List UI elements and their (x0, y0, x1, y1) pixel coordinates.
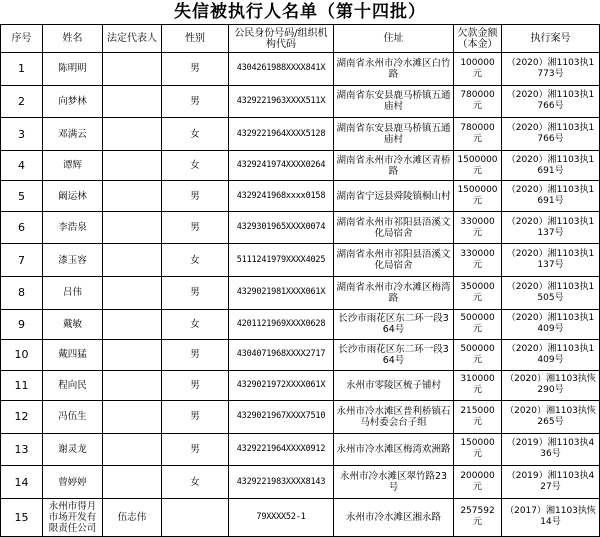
cell-gender: 男 (162, 277, 229, 310)
cell-no: 5 (1, 181, 43, 211)
cell-amount: 780000元 (454, 85, 502, 118)
cell-name: 曾婷婷 (43, 466, 103, 499)
cell-case-no: （2020）湘1103执1409号 (502, 340, 600, 370)
cell-amount: 330000元 (454, 211, 502, 244)
cell-id-code: 4329241974XXXX0264 (229, 150, 334, 180)
cell-id-code: 4304261988XXXX841X (229, 53, 334, 86)
cell-amount: 215000元 (454, 401, 502, 434)
cell-name: 阚运林 (43, 181, 103, 211)
cell-no: 7 (1, 244, 43, 277)
cell-case-no: （2020）湘1103执1137号 (502, 244, 600, 277)
cell-legal-rep (103, 53, 162, 86)
header-no: 序号 (1, 25, 43, 53)
table-row (1, 277, 600, 310)
cell-case-no: （2020）湘1103执1773号 (502, 53, 600, 86)
cell-id-code: 79XXXX52-1 (229, 498, 334, 536)
cell-address: 永州市零陵区梳子铺村 (334, 370, 454, 400)
table-row (1, 211, 600, 244)
cell-no: 10 (1, 340, 43, 370)
table-row (1, 309, 600, 339)
table-row (1, 53, 600, 86)
cell-id-code: 4329021967XXXX7510 (229, 401, 334, 434)
cell-no: 4 (1, 150, 43, 180)
cell-no: 11 (1, 370, 43, 400)
cell-legal-rep (103, 150, 162, 180)
cell-name: 冯伍生 (43, 401, 103, 434)
cell-id-code: 4329021972XXXX061X (229, 370, 334, 400)
cell-no: 1 (1, 53, 43, 86)
cell-gender: 女 (162, 466, 229, 499)
cell-gender: 女 (162, 118, 229, 151)
cell-no: 14 (1, 466, 43, 499)
cell-gender: 男 (162, 85, 229, 118)
cell-name: 吕伟 (43, 277, 103, 310)
cell-amount: 500000元 (454, 340, 502, 370)
cell-gender: 女 (162, 150, 229, 180)
table-row (1, 244, 600, 277)
cell-name: 永州市得月市场开发有限责任公司 (43, 498, 103, 536)
cell-address: 永州市冷水滩区梅湾欢洲路 (334, 433, 454, 466)
cell-no: 15 (1, 498, 43, 536)
cell-address: 永州市冷水滩区普利桥镇石马村委会台子组 (334, 401, 454, 434)
cell-gender: 男 (162, 53, 229, 86)
cell-no: 3 (1, 118, 43, 151)
cell-gender: 女 (162, 244, 229, 277)
table-row (1, 118, 600, 151)
cell-no: 13 (1, 433, 43, 466)
cell-legal-rep (103, 370, 162, 400)
cell-name: 程向民 (43, 370, 103, 400)
cell-amount: 350000元 (454, 277, 502, 310)
cell-amount: 1500000元 (454, 150, 502, 180)
cell-address: 湖南省东安县鹿马桥镇五通庙村 (334, 85, 454, 118)
cell-address: 湖南省永州市祁阳县浯溪文化局宿舍 (334, 211, 454, 244)
cell-id-code: 4329241968xxxx0158 (229, 181, 334, 211)
defaulters-table (0, 24, 600, 537)
cell-no: 9 (1, 309, 43, 339)
cell-legal-rep (103, 85, 162, 118)
cell-legal-rep: 伍志伟 (103, 498, 162, 536)
cell-address: 永州市冷水滩区湘永路 (334, 498, 454, 536)
table-row (1, 466, 600, 499)
header-id-code: 公民身份号码/组织机构代码 (229, 25, 334, 53)
cell-case-no: （2019）湘1103执427号 (502, 466, 600, 499)
cell-name: 向梦林 (43, 85, 103, 118)
cell-legal-rep (103, 466, 162, 499)
cell-name: 邓满云 (43, 118, 103, 151)
cell-name: 漆玉容 (43, 244, 103, 277)
cell-legal-rep (103, 211, 162, 244)
table-body (1, 53, 600, 537)
cell-amount: 150000元 (454, 433, 502, 466)
table-row (1, 370, 600, 400)
cell-address: 湖南省永州市冷水滩区白竹路 (334, 53, 454, 86)
cell-case-no: （2020）湘1103执1766号 (502, 118, 600, 151)
cell-address: 湖南省永州市冷水滩区青桥路 (334, 150, 454, 180)
cell-address: 湖南省永州市祁阳县浯溪文化局宿舍 (334, 244, 454, 277)
table-header-row (1, 25, 600, 53)
table-row (1, 85, 600, 118)
cell-legal-rep (103, 309, 162, 339)
cell-case-no: （2020）湘1103执1691号 (502, 181, 600, 211)
cell-legal-rep (103, 277, 162, 310)
header-gender: 性别 (162, 25, 229, 53)
cell-case-no: （2019）湘1103执436号 (502, 433, 600, 466)
cell-no: 2 (1, 85, 43, 118)
cell-id-code: 5111241979XXXX4025 (229, 244, 334, 277)
cell-address: 湖南省永州市冷水滩区梅湾路 (334, 277, 454, 310)
cell-legal-rep (103, 118, 162, 151)
cell-address: 长沙市雨花区东二环一段364号 (334, 340, 454, 370)
cell-case-no: （2020）湘1103执1505号 (502, 277, 600, 310)
cell-id-code: 4329221983XXXX8143 (229, 466, 334, 499)
cell-name: 戴敏 (43, 309, 103, 339)
cell-case-no: （2020）湘1103执1766号 (502, 85, 600, 118)
cell-gender: 男 (162, 181, 229, 211)
table-row (1, 433, 600, 466)
cell-id-code: 4201121969XXXX0628 (229, 309, 334, 339)
cell-gender: 男 (162, 401, 229, 434)
table-row (1, 498, 600, 536)
cell-amount: 310000元 (454, 370, 502, 400)
cell-amount: 257592元 (454, 498, 502, 536)
cell-amount: 100000元 (454, 53, 502, 86)
header-name: 姓名 (43, 25, 103, 53)
table-row (1, 401, 600, 434)
cell-name: 谢灵龙 (43, 433, 103, 466)
cell-amount: 500000元 (454, 309, 502, 339)
document-title: 失信被执行人名单（第十四批） (174, 2, 426, 22)
cell-id-code: 4329221963XXXX511X (229, 85, 334, 118)
cell-no: 8 (1, 277, 43, 310)
cell-no: 12 (1, 401, 43, 434)
cell-legal-rep (103, 401, 162, 434)
cell-case-no: （2020）湘1103执1409号 (502, 309, 600, 339)
cell-amount: 330000元 (454, 244, 502, 277)
cell-id-code: 4329221964XXXX5128 (229, 118, 334, 151)
header-amount: 欠款金额（本金） (454, 25, 502, 53)
cell-case-no: （2020）湘1103执恢290号 (502, 370, 600, 400)
cell-gender: 女 (162, 309, 229, 339)
cell-legal-rep (103, 244, 162, 277)
cell-name: 谭辉 (43, 150, 103, 180)
cell-amount: 780000元 (454, 118, 502, 151)
cell-id-code: 4329221964XXXX0912 (229, 433, 334, 466)
cell-name: 李浩泉 (43, 211, 103, 244)
cell-address: 永州市冷水滩区翠竹路23号 (334, 466, 454, 499)
table-row (1, 181, 600, 211)
cell-legal-rep (103, 340, 162, 370)
cell-gender: 男 (162, 370, 229, 400)
cell-address: 湖南省宁远县舜陵镇桐山村 (334, 181, 454, 211)
header-address: 住址 (334, 25, 454, 53)
cell-amount: 1500000元 (454, 181, 502, 211)
cell-case-no: （2020）湘1103执恢265号 (502, 401, 600, 434)
cell-case-no: （2017）湘1103执恢14号 (502, 498, 600, 536)
cell-name: 陈明明 (43, 53, 103, 86)
cell-gender: 男 (162, 211, 229, 244)
cell-address: 长沙市雨花区东二环一段364号 (334, 309, 454, 339)
cell-gender: 男 (162, 433, 229, 466)
header-case-no: 执行案号 (502, 25, 600, 53)
cell-no: 6 (1, 211, 43, 244)
cell-gender (162, 498, 229, 536)
cell-address: 湖南省东安县鹿马桥镇五通庙村 (334, 118, 454, 151)
table-row (1, 150, 600, 180)
cell-id-code: 4304071968XXXX2717 (229, 340, 334, 370)
cell-case-no: （2020）湘1103执1691号 (502, 150, 600, 180)
cell-id-code: 4329021981XXXX061X (229, 277, 334, 310)
cell-name: 戴四猛 (43, 340, 103, 370)
cell-legal-rep (103, 433, 162, 466)
cell-amount: 200000元 (454, 466, 502, 499)
cell-gender: 男 (162, 340, 229, 370)
table-row (1, 340, 600, 370)
cell-case-no: （2020）湘1103执1137号 (502, 211, 600, 244)
cell-id-code: 4329301965XXXX0074 (229, 211, 334, 244)
cell-legal-rep (103, 181, 162, 211)
header-legal-rep: 法定代表人 (103, 25, 162, 53)
